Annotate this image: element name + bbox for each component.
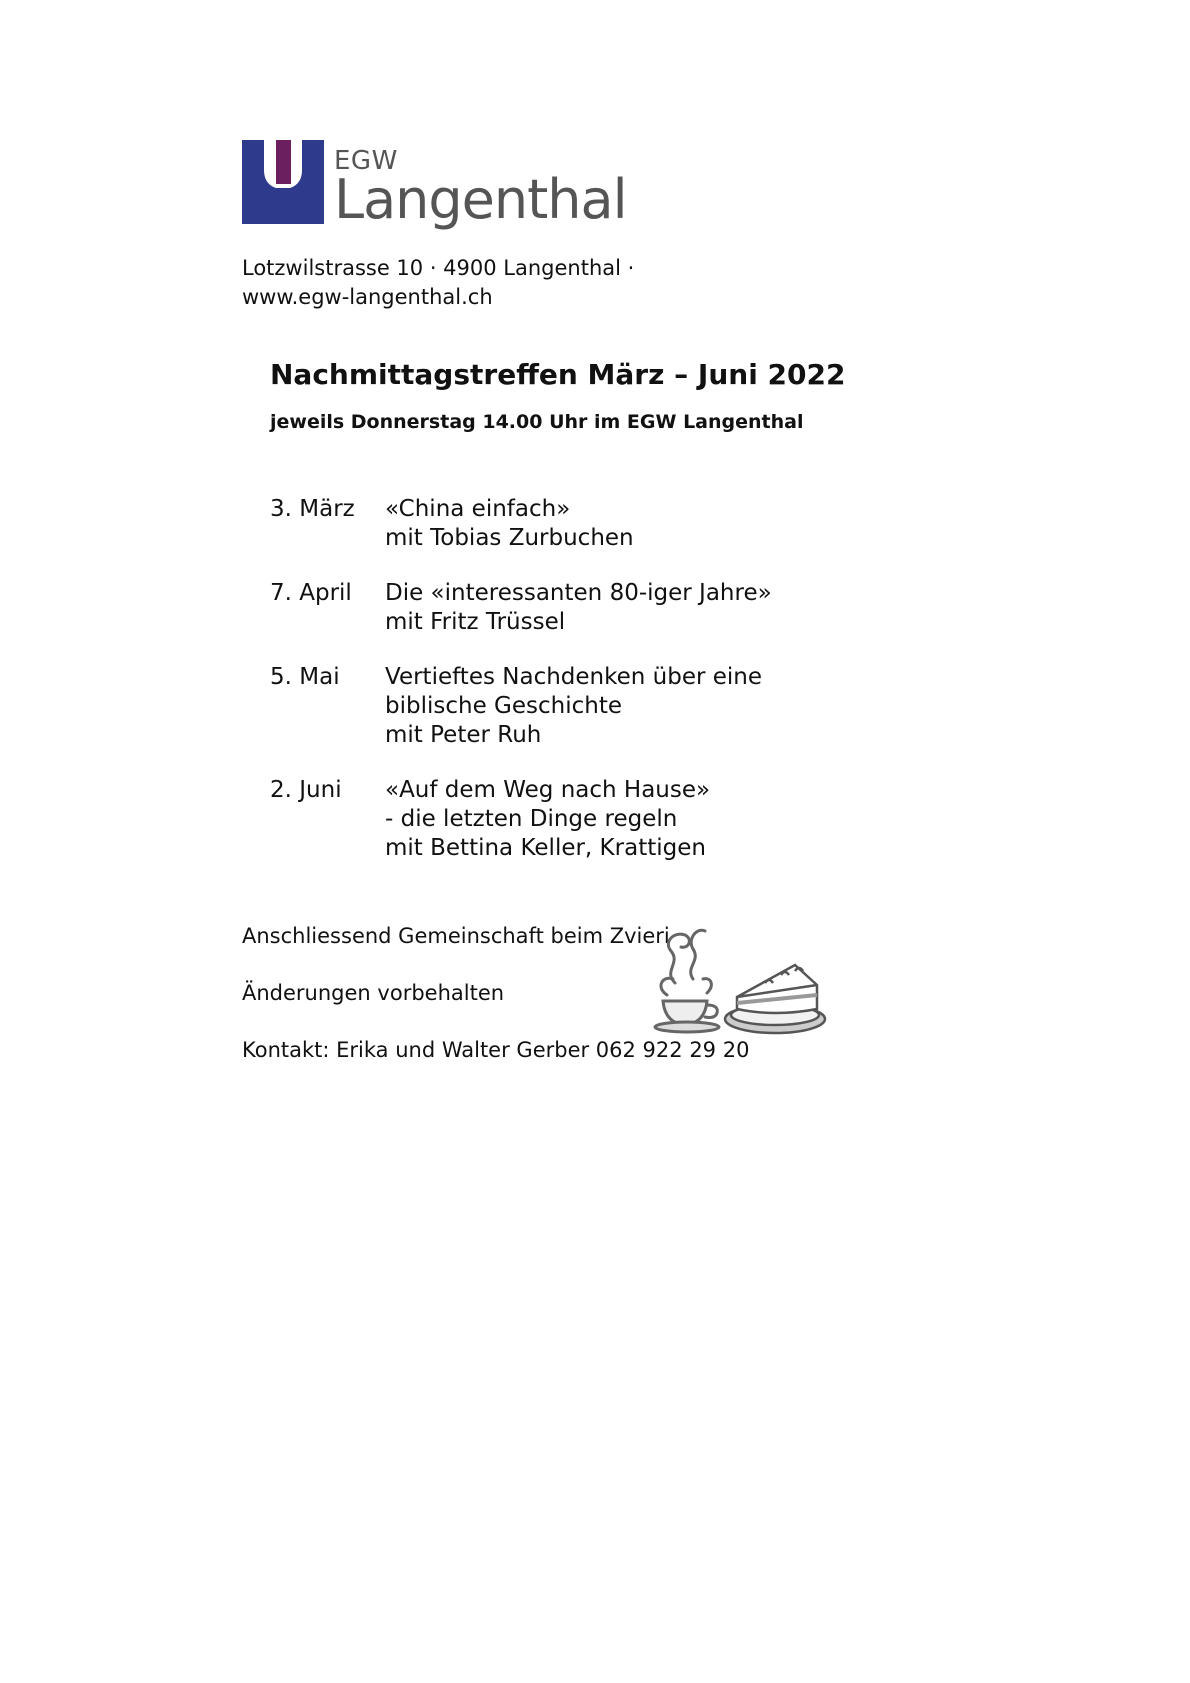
event-item	[270, 495, 870, 553]
event-item	[270, 579, 870, 637]
egw-cross-logo-icon	[242, 140, 324, 224]
egw-logo	[242, 140, 627, 240]
event-description	[385, 663, 762, 750]
page-title: Nachmittagstreffen März – Juni 2022	[270, 358, 846, 391]
event-description	[385, 579, 772, 637]
cake-slice-icon	[725, 965, 825, 1033]
event-description	[385, 495, 634, 553]
logo-egw-text: EGW	[334, 146, 398, 176]
event-date: 2. Juni	[270, 777, 342, 803]
website-text: www.egw-langenthal.ch	[242, 285, 493, 309]
event-line: biblische Geschichte	[385, 693, 622, 719]
zvieri-note: Anschliessend Gemeinschaft beim Zvieri	[242, 924, 670, 948]
address-block	[242, 254, 634, 312]
coffee-and-cake-illustration	[645, 905, 830, 1035]
changes-note: Änderungen vorbehalten	[242, 981, 505, 1005]
event-line: «China einfach»	[385, 496, 571, 522]
event-date: 5. Mai	[270, 664, 340, 690]
event-item	[270, 663, 870, 750]
event-list	[270, 495, 870, 889]
contact-info: Kontakt: Erika und Walter Gerber 062 922 29 20	[242, 1038, 750, 1062]
event-date: 3. März	[270, 496, 355, 522]
event-line: «Auf dem Weg nach Hause»	[385, 777, 711, 803]
event-line: Die «interessanten 80-iger Jahre»	[385, 580, 772, 606]
event-line: mit Tobias Zurbuchen	[385, 525, 634, 551]
page-subtitle: jeweils Donnerstag 14.00 Uhr im EGW Langenthal	[270, 411, 804, 433]
event-line: mit Peter Ruh	[385, 722, 542, 748]
address-line: Lotzwilstrasse 10 · 4900 Langenthal ·	[242, 256, 635, 280]
event-line: - die letzten Dinge regeln	[385, 806, 678, 832]
event-line: Vertieftes Nachdenken über eine	[385, 664, 763, 690]
event-date: 7. April	[270, 580, 352, 606]
event-line: mit Fritz Trüssel	[385, 609, 566, 635]
event-item	[270, 776, 870, 863]
logo-langenthal-text: Langenthal	[334, 168, 627, 231]
event-line: mit Bettina Keller, Krattigen	[385, 835, 706, 861]
coffee-cup-icon	[655, 930, 719, 1032]
event-description	[385, 776, 710, 863]
